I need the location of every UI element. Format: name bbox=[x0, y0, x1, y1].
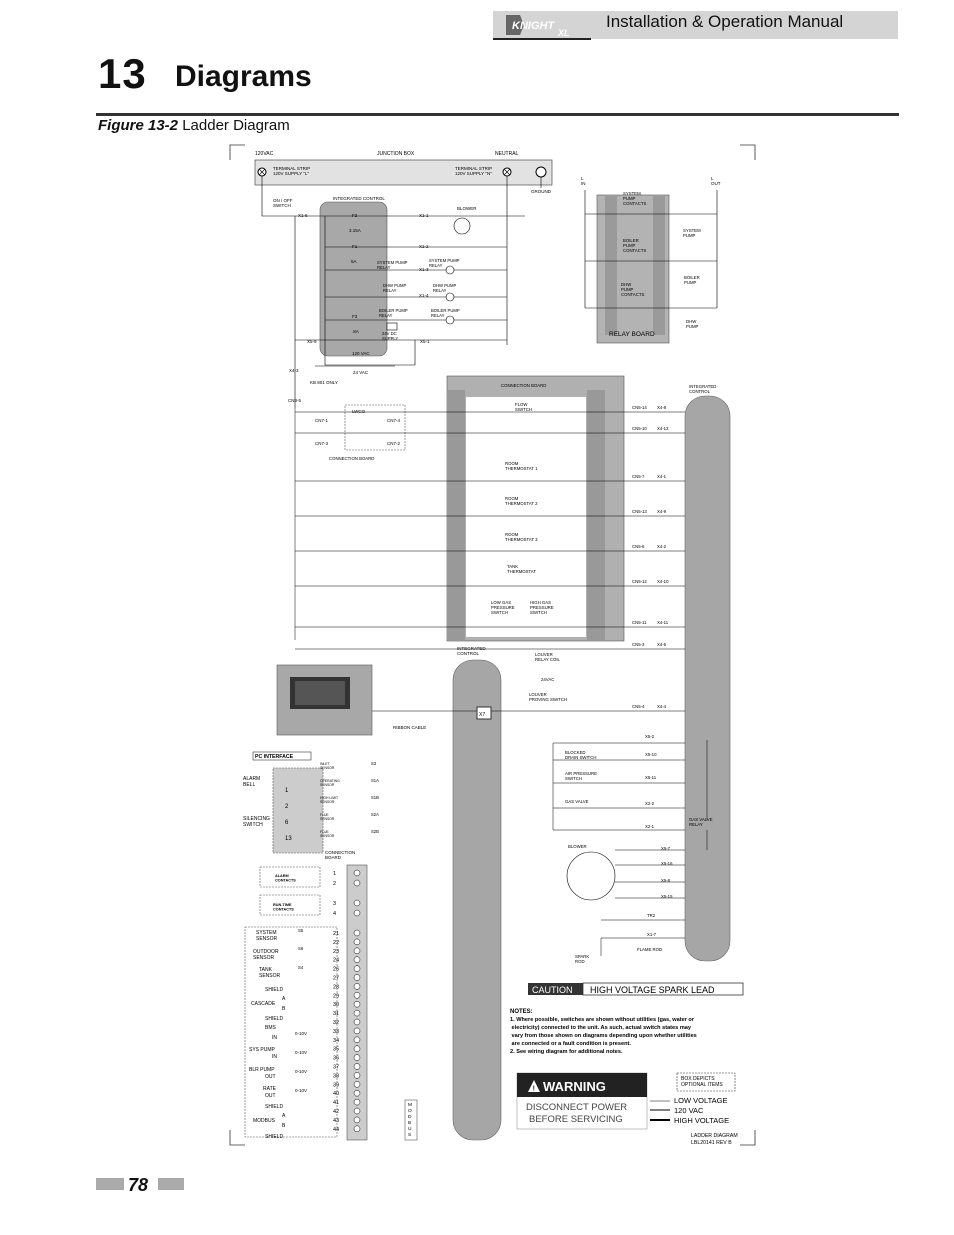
silence-num: 6 bbox=[285, 820, 289, 826]
terminal-number: 44 bbox=[333, 1126, 340, 1133]
terminal-screw bbox=[354, 948, 360, 954]
terminal-screw bbox=[354, 900, 360, 906]
terminal-screw bbox=[354, 880, 360, 886]
lbl-a-1: A bbox=[282, 996, 286, 1002]
legend-high: HIGH VOLTAGE bbox=[674, 1116, 730, 1125]
lbl-in-1: IN bbox=[272, 1035, 277, 1041]
lbl-in-2: IN bbox=[272, 1054, 277, 1060]
chapter-title: Diagrams bbox=[175, 60, 312, 93]
lbl-junction: JUNCTION BOX bbox=[377, 151, 415, 157]
terminal-number: 27 bbox=[333, 975, 340, 982]
silence-num: 13 bbox=[285, 836, 292, 842]
lbl-sys-contacts: SYSTEM PUMP CONTACTS bbox=[623, 191, 647, 206]
terminal-number: 4 bbox=[333, 911, 337, 917]
lbl-integrated-ctrl-mid: INTEGRATED CONTROL bbox=[457, 646, 486, 657]
lbl-shield-3: SHIELD bbox=[265, 1104, 284, 1110]
lbl-flow: FLOW SWITCH bbox=[515, 402, 532, 412]
terminal-screw bbox=[354, 1126, 360, 1132]
terminal-screw bbox=[354, 992, 360, 998]
pin-x: X4-8 bbox=[657, 405, 667, 410]
caution-tag: CAUTION bbox=[532, 985, 573, 995]
pin-cn: CN5-12 bbox=[632, 579, 647, 584]
lbl-sys-sensor: SYSTEM SENSOR bbox=[256, 930, 278, 942]
terminal-number: 43 bbox=[333, 1117, 340, 1124]
note-2: 2. See wiring diagram for additional notes. bbox=[510, 1049, 623, 1055]
lbl-airpress: AIR PRESSURE SWITCH bbox=[565, 771, 597, 781]
page-bar-right bbox=[158, 1178, 184, 1190]
lbl-gv-relay: GAS VALVE RELAY bbox=[689, 817, 713, 827]
lbl-f2: F2 bbox=[352, 213, 358, 218]
lbl-blocked: BLOCKED DRAIN SWITCH bbox=[565, 750, 597, 760]
lbl-s6: S6 bbox=[298, 946, 304, 951]
lbl-silencing: SILENCING SWITCH bbox=[243, 816, 270, 828]
pin-x: X4-10 bbox=[657, 579, 669, 584]
terminal-screw bbox=[354, 1037, 360, 1043]
lbl-24vac-louver: 24VAC bbox=[541, 677, 555, 682]
lbl-tank-sensor: TANK SENSOR bbox=[259, 967, 281, 979]
lbl-x2-2: X2-2 bbox=[645, 801, 655, 806]
chapter-number: 13 bbox=[98, 50, 147, 97]
lbl-x1-6: X1-6 bbox=[298, 213, 308, 218]
page-bar-left bbox=[96, 1178, 124, 1190]
lbl-ts-l: TERMINAL STRIP 120V SUPPLY "L" bbox=[273, 166, 311, 177]
lbl-flame: FLAME ROD bbox=[637, 947, 663, 952]
sensor-label: FLUE SENSOR bbox=[320, 813, 335, 821]
lbl-x5-9: X5-9 bbox=[307, 339, 317, 344]
pin-x: X4-12 bbox=[657, 426, 669, 431]
lbl-integrated-control: INTEGRATED CONTROL bbox=[333, 196, 385, 201]
warning-panel bbox=[517, 1073, 647, 1129]
logo-text: KNIGHT bbox=[512, 20, 555, 32]
lbl-rt2: ROOM THERMOSTAT 2 bbox=[505, 496, 538, 506]
sensor-list bbox=[320, 761, 379, 838]
figure-title: Ladder Diagram bbox=[182, 117, 290, 134]
lbl-f3: F3 bbox=[352, 314, 358, 319]
terminal-number: 38 bbox=[333, 1073, 340, 1080]
lbl-x5-8: X5-8 bbox=[661, 878, 671, 883]
lbl-blr-contacts: BOILER PUMP CONTACTS bbox=[623, 238, 647, 253]
terminal-screw bbox=[354, 930, 360, 936]
lbl-s4: S4 bbox=[298, 965, 304, 970]
terminal-screw bbox=[354, 975, 360, 981]
terminal-screw bbox=[354, 939, 360, 945]
legend-box: BOX DEPICTS OPTIONAL ITEMS bbox=[681, 1076, 723, 1088]
terminal-number: 23 bbox=[333, 948, 340, 955]
lbl-louver-coil: LOUVER RELAY COIL bbox=[535, 652, 560, 662]
header-underline bbox=[493, 38, 591, 40]
terminal-number: 35 bbox=[333, 1046, 340, 1053]
pin-cn: CN5-7 bbox=[632, 474, 645, 479]
manual-title: Installation & Operation Manual bbox=[606, 12, 844, 31]
lbl-x5-2: X5-2 bbox=[645, 734, 655, 739]
lbl-tank: TANK THERMOSTAT bbox=[507, 564, 536, 574]
sensor-id: S1A bbox=[371, 778, 379, 783]
lbl-blr-pump-relay: BOILER PUMP RELAY bbox=[431, 308, 460, 318]
lbl-0-10-3: 0-10V bbox=[295, 1069, 308, 1074]
lbl-gasvalve: GAS VALVE bbox=[565, 799, 589, 804]
lbl-cascade: CASCADE bbox=[251, 1001, 276, 1007]
terminal-number: 39 bbox=[333, 1082, 340, 1089]
lbl-alarm: ALARM BELL bbox=[243, 776, 261, 788]
lbl-alarm-contacts: ALARM CONTACTS bbox=[275, 874, 296, 883]
lbl-dhw-pump: DHW PUMP bbox=[686, 319, 699, 329]
legend-120: 120 VAC bbox=[674, 1106, 704, 1115]
terminal-number: 40 bbox=[333, 1091, 340, 1098]
terminal-number: 1 bbox=[333, 871, 337, 877]
lbl-24vdc: 24V DC SUPPLY bbox=[382, 331, 399, 341]
lbl-integrated-ctrl-right: INTEGRATED CONTROL bbox=[689, 384, 717, 394]
lbl-x7: X7 bbox=[479, 712, 486, 718]
lbl-f2a: 3.15A bbox=[349, 228, 361, 233]
terminal-screw bbox=[354, 1028, 360, 1034]
terminal-screw bbox=[354, 1055, 360, 1061]
warning-line2: BEFORE SERVICING bbox=[529, 1114, 623, 1125]
terminal-screw bbox=[354, 1090, 360, 1096]
lbl-pc-interface: PC INTERFACE bbox=[255, 754, 294, 760]
terminal-number: 28 bbox=[333, 984, 340, 991]
terminal-screw bbox=[354, 1019, 360, 1025]
lbl-ts-n: TERMINAL STRIP 120V SUPPLY "N" bbox=[455, 166, 493, 177]
lbl-x5-1: X5-1 bbox=[420, 339, 430, 344]
terminal-screw bbox=[354, 1046, 360, 1052]
terminal-number: 3 bbox=[333, 901, 337, 907]
lbl-cn3-5: CN3-5 bbox=[288, 398, 302, 403]
pin-x: X4-11 bbox=[657, 620, 669, 625]
lbl-120vac: 120VAC bbox=[255, 151, 274, 157]
terminal-number: 42 bbox=[333, 1109, 340, 1115]
lbl-out-1: OUT bbox=[265, 1074, 276, 1080]
terminal-number: 21 bbox=[333, 931, 340, 937]
terminal-screw bbox=[354, 1081, 360, 1087]
pin-cn: CN5-10 bbox=[632, 426, 647, 431]
figure-caption bbox=[98, 117, 290, 134]
lbl-x1-2: X1-2 bbox=[419, 244, 429, 249]
terminal-number: 30 bbox=[333, 1002, 340, 1009]
sensor-id: S3 bbox=[371, 761, 377, 766]
terminal-number: 29 bbox=[333, 993, 340, 1000]
sensor-label: INLET SENSOR bbox=[320, 762, 335, 770]
lbl-relay-board: RELAY BOARD bbox=[609, 331, 655, 338]
notes bbox=[510, 1009, 697, 1055]
lbl-shield-4: SHIELD bbox=[265, 1134, 284, 1140]
lbl-120vac-2: 120 VAC bbox=[352, 351, 370, 356]
lbl-ribbon: RIBBON CABLE bbox=[393, 725, 427, 730]
pin-x: X4-4 bbox=[657, 704, 667, 709]
lbl-sys-relay: SYSTEM PUMP RELAY bbox=[377, 260, 408, 270]
lbl-out-2: OUT bbox=[265, 1093, 276, 1099]
knight-logo bbox=[500, 11, 580, 39]
lbl-blr-pump: BOILER PUMP bbox=[684, 275, 700, 285]
terminal-screw bbox=[354, 1108, 360, 1114]
lbl-blr-relay: BOILER PUMP RELAY bbox=[379, 308, 408, 318]
pin-cn: CN5-11 bbox=[632, 620, 647, 625]
ladder-id: LADDER DIAGRAM LBL20141 REV B bbox=[691, 1133, 738, 1146]
terminal-number: 22 bbox=[333, 939, 340, 946]
notes-title: NOTES: bbox=[510, 1009, 533, 1015]
lbl-x5-16: X5-16 bbox=[661, 861, 673, 866]
warning-title: WARNING bbox=[543, 1079, 606, 1094]
pin-cn: CN5-3 bbox=[632, 642, 645, 647]
lbl-outdoor: OUTDOOR SENSOR bbox=[253, 949, 279, 961]
lbl-x1-3: X1-3 bbox=[419, 267, 429, 272]
lbl-ground: GROUND bbox=[531, 189, 551, 194]
lbl-onoff: ON / OFF SWITCH bbox=[273, 198, 293, 209]
lbl-x5-10: X5-10 bbox=[645, 752, 657, 757]
relay-board bbox=[581, 176, 721, 343]
terminal-screw bbox=[354, 966, 360, 972]
lbl-b-1: B bbox=[282, 1006, 286, 1012]
lbl-f1a: 5A bbox=[351, 259, 357, 264]
lbl-spark: SPARK ROD bbox=[575, 954, 590, 964]
lbl-b-2: B bbox=[282, 1123, 286, 1129]
lbl-0-10-2: 0-10V bbox=[295, 1050, 308, 1055]
lbl-f3a: .8A bbox=[352, 329, 359, 334]
terminal-number: 36 bbox=[333, 1055, 340, 1062]
lbl-l-in: L IN bbox=[581, 176, 586, 187]
lbl-shield-2: SHIELD bbox=[265, 1016, 284, 1022]
lbl-cn7-4: CN7-4 bbox=[387, 418, 401, 423]
terminal-number: 33 bbox=[333, 1028, 340, 1035]
terminal-screw bbox=[354, 1099, 360, 1105]
title-rule bbox=[96, 113, 899, 116]
lbl-x2-1: X2-1 bbox=[645, 824, 655, 829]
warning-line1: DISCONNECT POWER bbox=[526, 1102, 628, 1113]
terminal-strip bbox=[255, 151, 552, 345]
lbl-modbus: MODBUS bbox=[253, 1118, 275, 1124]
lbl-x5-11: X5-11 bbox=[645, 775, 657, 780]
terminal-number: 37 bbox=[333, 1064, 340, 1071]
lbl-highgas: HIGH GAS PRESSURE SWITCH bbox=[530, 600, 554, 615]
lbl-0-10-1: 0-10V bbox=[295, 1031, 308, 1036]
pin-x: X4-9 bbox=[657, 509, 667, 514]
terminal-number: 32 bbox=[333, 1020, 340, 1026]
terminal-screw bbox=[354, 1072, 360, 1078]
lbl-x4-3: X4-3 bbox=[289, 368, 299, 373]
lbl-blower: BLOWER bbox=[457, 206, 477, 211]
lbl-cn7-3: CN7-3 bbox=[315, 441, 329, 446]
lbl-conn-board-2: CONNECTION BOARD bbox=[329, 456, 375, 461]
lbl-bms: BMS bbox=[265, 1025, 276, 1031]
legend bbox=[650, 1073, 738, 1146]
terminal-screw bbox=[354, 983, 360, 989]
terminal-number: 26 bbox=[333, 966, 340, 973]
sensor-label: OPERATING SENSOR bbox=[320, 779, 340, 787]
lbl-x1-1: X1-1 bbox=[419, 213, 429, 218]
terminal-screw bbox=[354, 870, 360, 876]
lbl-rt1: ROOM THERMOSTAT 1 bbox=[505, 461, 538, 471]
lbl-louver-prov: LOUVER PROVING SWITCH bbox=[529, 692, 567, 702]
pin-cn: CN5-13 bbox=[632, 509, 647, 514]
lbl-dhw-relay: DHW PUMP RELAY bbox=[383, 283, 407, 293]
pin-cn: CN5-6 bbox=[632, 544, 645, 549]
sensor-label: HIGH LIMIT SENSOR bbox=[320, 796, 339, 804]
lbl-conn-board-top: CONNECTION BOARD bbox=[501, 383, 547, 388]
pin-x: X4-2 bbox=[657, 544, 667, 549]
caution-label bbox=[528, 983, 743, 995]
lbl-rt3: ROOM THERMOSTAT 3 bbox=[505, 532, 538, 542]
lbl-l-out: L OUT bbox=[711, 176, 721, 187]
lbl-cn7-2: CN7-2 bbox=[387, 441, 401, 446]
legend-low: LOW VOLTAGE bbox=[674, 1096, 728, 1105]
lbl-dhw-pump-relay: DHW PUMP RELAY bbox=[433, 283, 457, 293]
terminal-screw bbox=[354, 1064, 360, 1070]
pin-cn: CN5-4 bbox=[632, 704, 645, 709]
lbl-cn7-1: CN7-1 bbox=[315, 418, 329, 423]
terminal-screw bbox=[354, 1010, 360, 1016]
lbl-sys-pump: SYSTEM PUMP bbox=[683, 228, 701, 238]
lbl-s5: S5 bbox=[298, 928, 304, 933]
lbl-kb801: KB 801 ONLY bbox=[310, 380, 338, 385]
terminal-number: 2 bbox=[333, 881, 337, 887]
caution-text: HIGH VOLTAGE SPARK LEAD bbox=[590, 985, 715, 995]
sensor-label: FLUE SENSOR bbox=[320, 830, 335, 838]
lbl-x1-4: X1-4 bbox=[419, 293, 429, 298]
lbl-f1: F1 bbox=[352, 244, 358, 249]
terminal-number: 41 bbox=[333, 1100, 340, 1107]
lbl-24vac: 24 VAC bbox=[353, 370, 369, 375]
terminal-screw bbox=[354, 910, 360, 916]
silence-num: 2 bbox=[285, 804, 289, 810]
lbl-sys-pump-relay: SYSTEM PUMP RELAY bbox=[429, 258, 460, 268]
logo-sub: XL bbox=[558, 28, 570, 38]
lbl-rate: RATE bbox=[263, 1086, 276, 1092]
lbl-x1-7: X1-7 bbox=[647, 932, 657, 937]
sensor-id: S2A bbox=[371, 812, 379, 817]
lbl-runtime: RUN-TIME CONTACTS bbox=[273, 903, 294, 912]
lbl-x5-15: X5-15 bbox=[661, 894, 673, 899]
page-number: 78 bbox=[128, 1175, 149, 1195]
pin-x: X4-1 bbox=[657, 474, 667, 479]
terminal-screw bbox=[354, 957, 360, 963]
lbl-blrpump: BLR PUMP bbox=[249, 1067, 275, 1073]
lbl-lwco: LWCO bbox=[352, 409, 366, 414]
sensor-id: S2B bbox=[371, 829, 379, 834]
pin-cn: CN5-14 bbox=[632, 405, 647, 410]
terminal-screw bbox=[354, 1001, 360, 1007]
lbl-blower-lr: BLOWER bbox=[568, 844, 587, 849]
lbl-tr2: TR2 bbox=[647, 913, 656, 918]
terminal-screw bbox=[354, 1117, 360, 1123]
terminal-number: 31 bbox=[333, 1011, 340, 1018]
terminal-number: 24 bbox=[333, 957, 340, 964]
terminal-number: 34 bbox=[333, 1037, 340, 1044]
lbl-lowgas: LOW GAS PRESSURE SWITCH bbox=[491, 600, 515, 615]
lbl-modbus-vert: M O D B U S bbox=[408, 1103, 412, 1138]
lbl-x5-7: X5-7 bbox=[661, 846, 671, 851]
lbl-0-10-4: 0-10V bbox=[295, 1088, 308, 1093]
lbl-conn-board-left: CONNECTION BOARD bbox=[325, 850, 356, 861]
lbl-a-2: A bbox=[282, 1113, 286, 1119]
lbl-neutral: NEUTRAL bbox=[495, 151, 519, 157]
lbl-dhw-contacts: DHW PUMP CONTACTS bbox=[621, 282, 645, 297]
lbl-shield-1: SHIELD bbox=[265, 987, 284, 993]
pin-x: X4-5 bbox=[657, 642, 667, 647]
silence-num: 1 bbox=[285, 788, 289, 794]
lbl-syspump: SYS PUMP bbox=[249, 1047, 275, 1053]
figure-label: Figure 13-2 bbox=[98, 117, 179, 134]
sensor-id: S1B bbox=[371, 795, 379, 800]
note-1: 1. Where possible, switches are shown without utilities (gas, water or electricity) connected to the unit. As such, actual switch states may vary from those shown on diagrams depending upon whether utilities are connected or a fault condition is present. bbox=[510, 1017, 697, 1047]
warning-exclaim: ! bbox=[532, 1085, 535, 1093]
ladder-diagram bbox=[225, 140, 760, 1150]
